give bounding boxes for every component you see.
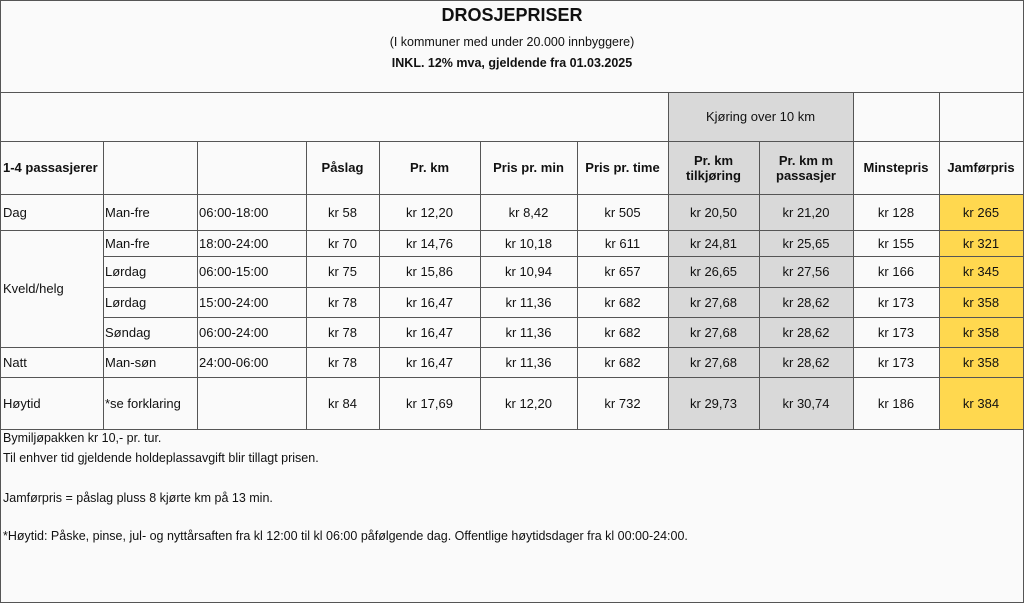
table-cell: 24:00-06:00 bbox=[199, 354, 269, 370]
table-cell: kr 611 bbox=[604, 235, 641, 251]
table-cell: 06:00-18:00 bbox=[199, 204, 269, 220]
group-header: Kjøring over 10 km bbox=[705, 109, 816, 124]
grid-line bbox=[853, 92, 854, 429]
table-cell: kr 10,18 bbox=[505, 235, 552, 251]
table-cell: kr 29,73 bbox=[690, 395, 737, 411]
page-title: DROSJEPRISER bbox=[441, 5, 583, 25]
grid-line bbox=[1, 92, 1023, 93]
header-km-with: Pr. km m passasjer bbox=[776, 152, 836, 183]
grid-line bbox=[1, 347, 1023, 348]
table-cell: kr 11,36 bbox=[505, 324, 552, 340]
table-cell: *se forklaring bbox=[105, 395, 181, 411]
table-cell: kr 84 bbox=[328, 395, 357, 411]
table-cell: 18:00-24:00 bbox=[199, 235, 269, 251]
table-cell: kr 8,42 bbox=[508, 204, 549, 220]
header-start: Påslag bbox=[321, 160, 364, 175]
table-cell: kr 16,47 bbox=[406, 324, 453, 340]
table-cell: kr 25,65 bbox=[782, 235, 830, 251]
page-subtitle: (I kommuner med under 20.000 innbyggere) bbox=[389, 35, 635, 49]
table-cell: kr 358 bbox=[962, 294, 1000, 310]
table-cell: kr 27,68 bbox=[690, 294, 737, 310]
grid-line bbox=[1, 230, 1023, 231]
grid-line bbox=[759, 141, 760, 429]
table-cell: kr 155 bbox=[877, 235, 915, 251]
table-cell: kr 11,36 bbox=[505, 294, 552, 310]
table-cell: Man-fre bbox=[105, 204, 150, 220]
table-cell: kr 682 bbox=[604, 354, 641, 370]
grid-line bbox=[577, 141, 578, 429]
grid-line bbox=[939, 92, 940, 429]
group-label: Dag bbox=[3, 204, 27, 220]
grid-line bbox=[1, 429, 1023, 430]
table-cell: kr 14,76 bbox=[406, 235, 453, 251]
table-cell: 06:00-24:00 bbox=[199, 324, 269, 340]
note-line: *Høytid: Påske, pinse, jul- og nyttårsaften fra kl 12:00 til kl 06:00 påfølgende dag. Offentlige høytidsdager fra kl 00:00-24:00. bbox=[3, 529, 688, 543]
grid-line bbox=[103, 256, 1023, 257]
table-cell: Man-søn bbox=[105, 354, 157, 370]
header-km-to: Pr. km tilkjøring bbox=[686, 152, 741, 183]
table-cell: kr 70 bbox=[328, 235, 357, 251]
table-cell: kr 682 bbox=[604, 324, 641, 340]
grid-line bbox=[480, 141, 481, 429]
header-min-price: Minstepris bbox=[863, 160, 929, 175]
table-cell: kr 78 bbox=[328, 294, 357, 310]
table-cell: kr 26,65 bbox=[690, 264, 737, 279]
header-per-min: Pris pr. min bbox=[493, 160, 564, 175]
header-per-hour: Pris pr. time bbox=[585, 160, 660, 175]
table-cell: Lørdag bbox=[105, 294, 147, 310]
grid-line bbox=[306, 141, 307, 429]
table-cell: kr 358 bbox=[962, 354, 1000, 370]
table-cell: kr 58 bbox=[328, 204, 357, 220]
table-cell: kr 28,62 bbox=[782, 294, 830, 310]
group-label: Høytid bbox=[3, 395, 41, 411]
table-cell: kr 30,74 bbox=[782, 395, 830, 411]
grid-line bbox=[668, 92, 669, 429]
note-line: Jamførpris = påslag pluss 8 kjørte km på 13 min. bbox=[3, 491, 273, 505]
table-cell: kr 128 bbox=[877, 204, 915, 220]
table-cell: kr 186 bbox=[877, 395, 915, 411]
table-cell: kr 16,47 bbox=[406, 354, 453, 370]
table-cell: kr 27,68 bbox=[690, 324, 737, 340]
grid-line bbox=[1, 377, 1023, 378]
table-cell: Lørdag bbox=[105, 264, 147, 279]
grid-line bbox=[379, 141, 380, 429]
grid-line bbox=[103, 287, 1023, 288]
table-cell: kr 345 bbox=[962, 264, 1000, 279]
table-cell: kr 173 bbox=[877, 354, 915, 370]
table-cell: Søndag bbox=[105, 324, 151, 340]
grid-line bbox=[1, 141, 1023, 142]
table-cell: kr 78 bbox=[328, 324, 357, 340]
table-cell: kr 505 bbox=[604, 204, 641, 220]
table-cell: kr 321 bbox=[962, 235, 1000, 251]
page-subtitle-vat: INKL. 12% mva, gjeldende fra 01.03.2025 bbox=[391, 56, 633, 70]
table-cell: kr 24,81 bbox=[690, 235, 737, 251]
table-cell: kr 358 bbox=[962, 324, 1000, 340]
table-cell: kr 28,62 bbox=[782, 324, 830, 340]
table-cell: kr 21,20 bbox=[782, 204, 830, 220]
grid-line bbox=[197, 141, 198, 429]
table-cell: kr 682 bbox=[604, 294, 641, 310]
note-line: Til enhver tid gjeldende holdeplassavgift blir tillagt prisen. bbox=[3, 451, 319, 465]
group-label: Natt bbox=[3, 354, 27, 370]
table-cell: kr 173 bbox=[877, 324, 915, 340]
header-per-km: Pr. km bbox=[409, 160, 450, 175]
table-cell: kr 12,20 bbox=[406, 204, 453, 220]
table-cell: 15:00-24:00 bbox=[199, 294, 269, 310]
group-label: Kveld/helg bbox=[3, 281, 64, 296]
table-cell: kr 12,20 bbox=[505, 395, 552, 411]
table-cell bbox=[197, 377, 306, 429]
grid-line bbox=[1, 194, 1023, 195]
table-cell: kr 10,94 bbox=[505, 264, 552, 279]
table-cell: kr 17,69 bbox=[406, 395, 453, 411]
table-cell: kr 732 bbox=[604, 395, 641, 411]
table-cell: kr 75 bbox=[328, 264, 357, 279]
table-cell: kr 173 bbox=[877, 294, 915, 310]
table-cell: kr 27,56 bbox=[782, 264, 830, 279]
table-cell: kr 78 bbox=[328, 354, 357, 370]
table-cell: Man-fre bbox=[105, 235, 150, 251]
table-cell: kr 265 bbox=[962, 204, 1000, 220]
header-compare: Jamførpris bbox=[947, 160, 1015, 175]
table-cell: kr 657 bbox=[604, 264, 641, 279]
table-cell: kr 20,50 bbox=[690, 204, 737, 220]
table-cell: kr 16,47 bbox=[406, 294, 453, 310]
note-line: Bymiljøpakken kr 10,- pr. tur. bbox=[3, 431, 162, 445]
table-cell: 06:00-15:00 bbox=[199, 264, 269, 279]
table-cell: kr 28,62 bbox=[782, 354, 830, 370]
table-cell: kr 27,68 bbox=[690, 354, 737, 370]
table-cell: kr 166 bbox=[877, 264, 915, 279]
table-cell: kr 11,36 bbox=[505, 354, 552, 370]
table-cell: kr 15,86 bbox=[406, 264, 453, 279]
table-cell: kr 384 bbox=[962, 395, 1000, 411]
grid-line bbox=[103, 317, 1023, 318]
grid-line bbox=[103, 141, 104, 429]
header-passengers: 1-4 passasjerer bbox=[3, 160, 98, 175]
